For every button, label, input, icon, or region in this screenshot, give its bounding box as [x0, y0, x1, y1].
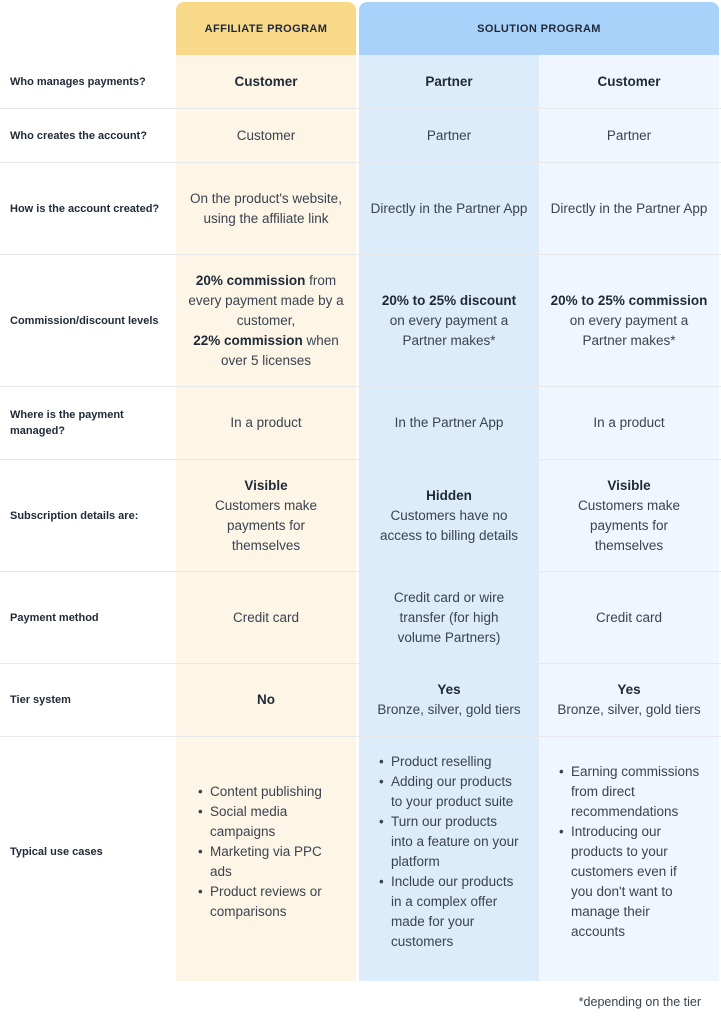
commission-text [186, 271, 346, 331]
row-question: Tier system [10, 694, 71, 706]
commission-detail: from every payment made by a customer, [188, 272, 344, 328]
affiliate-cell: Customer [236, 127, 296, 143]
commission-bold: 22% commission [193, 332, 303, 348]
customer-cell [539, 460, 719, 571]
tier-title: Yes [437, 682, 461, 697]
visibility-detail: Customers make payments for themselves [577, 497, 681, 553]
commission-detail: on every payment a Partner makes* [569, 312, 689, 348]
row-question: Who creates the account? [10, 129, 147, 142]
affiliate-cell [176, 737, 356, 967]
customer-cell [539, 737, 719, 967]
customer-cell: Customer [597, 73, 661, 89]
table-row [0, 737, 721, 967]
partner-cell [359, 460, 539, 571]
partner-cell [359, 664, 539, 736]
visibility-title: Hidden [426, 487, 472, 503]
partner-cell: Credit card or wire transfer (for high volume Partners) [393, 589, 505, 645]
row-question: How is the account created? [10, 202, 160, 215]
customer-cell: Directly in the Partner App [550, 200, 708, 216]
affiliate-cell: Customer [234, 73, 298, 89]
partner-cell: In the Partner App [394, 415, 504, 430]
row-question: Subscription details are: [10, 509, 139, 522]
affiliate-cell: No [257, 692, 275, 707]
list-item: • Marketing via PPC ads [196, 842, 336, 882]
tier-detail: Bronze, silver, gold tiers [377, 702, 521, 717]
visibility-title: Visible [244, 477, 288, 493]
commission-bold: 20% to 25% commission [550, 292, 708, 308]
footnote: *depending on the tier [578, 995, 701, 1009]
partner-cell: Partner [426, 127, 472, 143]
affiliate-cell: On the product's website, using the affiliate link [190, 190, 342, 226]
customer-cell [539, 664, 719, 736]
customer-cell: Credit card [595, 609, 663, 625]
commission-bold: 20% commission [195, 272, 306, 288]
customer-cell [539, 255, 719, 386]
list-item: • Earning commissions from direct recommendations [557, 762, 701, 822]
list-item: • Adding our products to your product suite [377, 772, 521, 812]
partner-cell: Directly in the Partner App [370, 200, 528, 216]
table-row [0, 387, 721, 460]
affiliate-cell [176, 255, 356, 386]
use-case-list [377, 752, 521, 952]
table-row [0, 572, 721, 664]
list-item: • Include our products in a complex offer made for your customers [377, 872, 521, 952]
visibility-title: Visible [607, 477, 651, 493]
list-item: • Social media campaigns [196, 802, 336, 842]
partner-cell [359, 255, 539, 386]
list-item: • Content publishing [196, 782, 336, 802]
customer-cell: Partner [606, 127, 652, 143]
list-item: • Product reviews or comparisons [196, 882, 336, 922]
table-row [0, 460, 721, 572]
discount-detail: on every payment a Partner makes* [389, 312, 509, 348]
affiliate-cell: Credit card [232, 609, 300, 625]
use-case-list [196, 782, 336, 922]
list-item: • Introducing our products to your customers even if you don't want to manage their accounts [557, 822, 701, 942]
visibility-detail: Customers make payments for themselves [214, 497, 318, 553]
affiliate-cell [176, 460, 356, 571]
table-row [0, 255, 721, 387]
affiliate-program-header: AFFILIATE PROGRAM [176, 2, 356, 55]
partner-cell [359, 737, 539, 967]
list-item: • Product reselling [377, 752, 521, 772]
commission-text [186, 331, 346, 371]
discount-bold: 20% to 25% discount [381, 292, 517, 308]
commission-detail: when over 5 licenses [220, 332, 339, 368]
use-case-list [557, 762, 701, 942]
table-row [0, 109, 721, 163]
table-row [0, 55, 721, 109]
row-question: Where is the payment managed? [10, 409, 124, 437]
commission-text [549, 291, 709, 351]
affiliate-cell: In a product [230, 415, 302, 430]
tier-title: Yes [617, 682, 641, 697]
table-row [0, 664, 721, 737]
table-row [0, 163, 721, 255]
row-question: Commission/discount levels [10, 314, 159, 327]
list-item: • Turn our products into a feature on your platform [377, 812, 521, 872]
partner-cell: Partner [425, 73, 473, 89]
row-question: Who manages payments? [10, 75, 146, 88]
solution-program-header: SOLUTION PROGRAM [359, 2, 719, 55]
row-question: Payment method [10, 611, 99, 624]
tier-detail: Bronze, silver, gold tiers [557, 702, 701, 717]
visibility-detail: Customers have no access to billing details [379, 507, 519, 543]
row-question: Typical use cases [10, 846, 103, 858]
customer-cell: In a product [593, 415, 665, 430]
